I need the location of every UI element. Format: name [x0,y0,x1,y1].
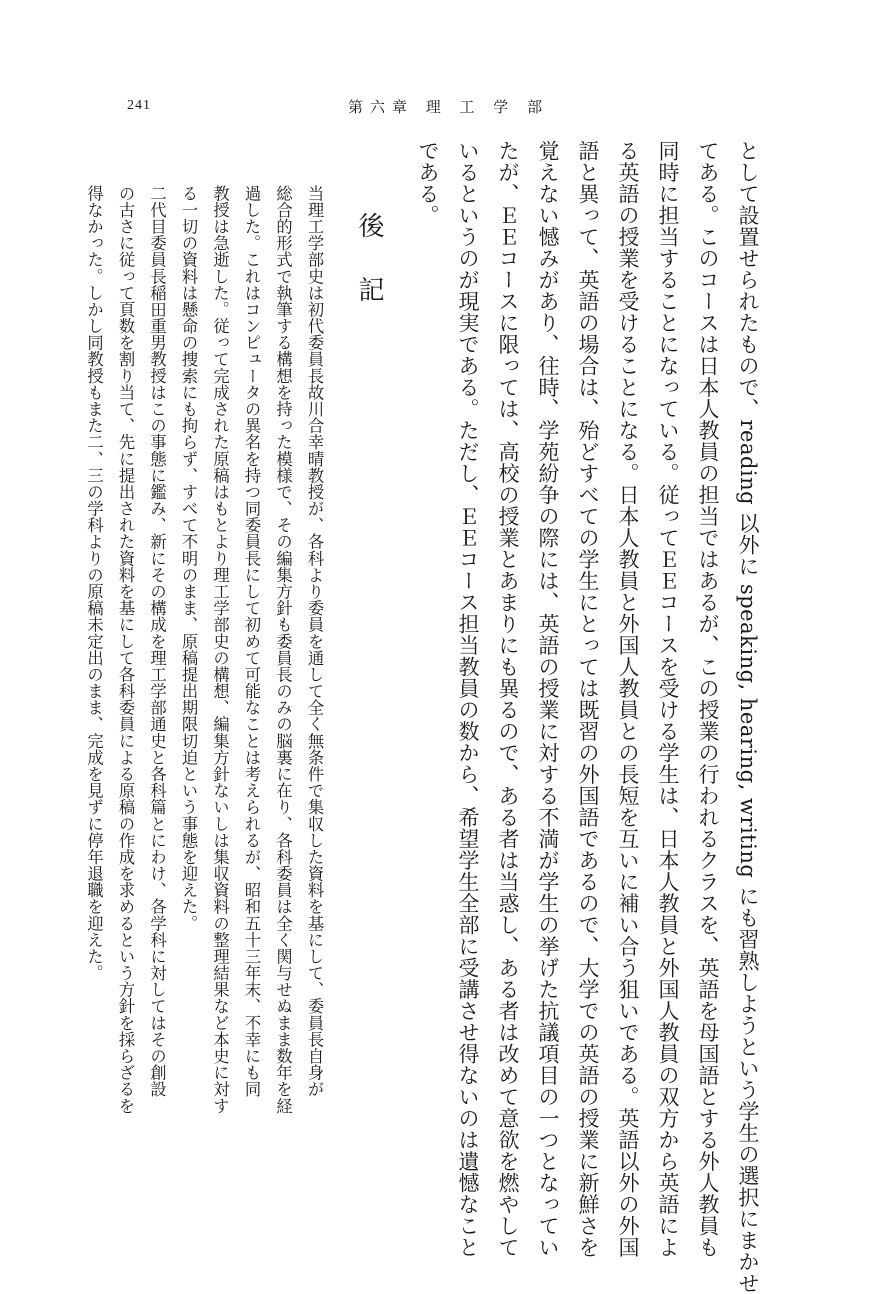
afterword-body [84,185,330,1145]
text-line: である。 [416,140,440,226]
text-line: たが、ＥＥコースに限っては、高校の授業とあまりにも異るので、ある者は当惑し、ある者は改めて意欲を燃やして [496,140,520,1258]
afterword-line: 当理工学部史は初代委員長故川合幸晴教授が、各科より委員を通して全く無条件で集収した資料を基にして、委員長自身が [305,185,324,1098]
text-line: る英語の授業を受けることになる。日本人教員と外国人教員との長短を互いに補い合う狙いである。英語以外の外国 [616,140,640,1258]
page-number: 241 [127,98,151,113]
afterword-line: 総合的形式で執筆する構想を持った模様で、その編集方針も委員長のみの脳裏に在り、各科委員は全く関与せぬまま数年を経 [273,185,293,1115]
text-line: てある。このコースは日本人教員の担当ではあるが、この授業の行われるクラスを、英語を母国語とする外人教員も [696,140,720,1258]
afterword-line: る一切の資料は懸命の捜索にも拘らず、すべて不明のまま、原稿提出期限切迫という事態を迎えた。 [179,185,198,932]
afterword-line: 過した。これはコンピュータの異名を持つ同委員長にして初めて可能なことは考えられるが、昭和五十三年末、不幸にも同 [242,185,261,1098]
text-line: として設置せられたもので、reading 以外に speaking, hearing, writing にも習熟しようという学生の選択にまかせ [736,140,760,1294]
afterword-line: 教授は急逝した。従って完成された原稿はもとより理工学部史の構想、編集方針ないしは集収資料の整理結果など本史に対す [210,185,230,1115]
continued-text-block [416,140,768,1294]
text-line: 同時に担当することになっている。従ってＥＥコースを受ける学生は、日本人教員と外国人教員の双方から英語によ [656,140,680,1258]
afterword-line: 二代目委員長稲田重男教授はこの事態に鑑み、新にその構成を理工学部通史と各科篇とにわけ、各学科に対してはその創設 [147,185,167,1098]
afterword-line: 得なかった。しかし同教授もまた二、三の学科よりの原稿未定出のまま、完成を見ずに停年退職を迎えた。 [84,185,104,982]
running-head: 第六章 理 工 学 部 [348,98,550,116]
text-line: 覚えない憾みがあり、往時、学苑紛争の際には、英語の授業に対する不満が学生の挙げた抗議項目の一つとなってい [536,140,560,1258]
afterword-title: 後記 [354,212,384,340]
text-line: 語と異って、英語の場合は、殆どすべての学生にとっては既習の外国語であるので、大学での英語の授業に新鮮さを [576,140,600,1258]
text-line: いるというのが現実である。ただし、ＥＥコース担当教員の数から、希望学生全部に受講させ得ないのは遺憾なこと [456,140,480,1258]
afterword-line: の古さに従って頁数を割り当て、先に提出された資料を基にして各科委員による原稿の作成を求めるという方針を採らざるを [116,185,135,1115]
